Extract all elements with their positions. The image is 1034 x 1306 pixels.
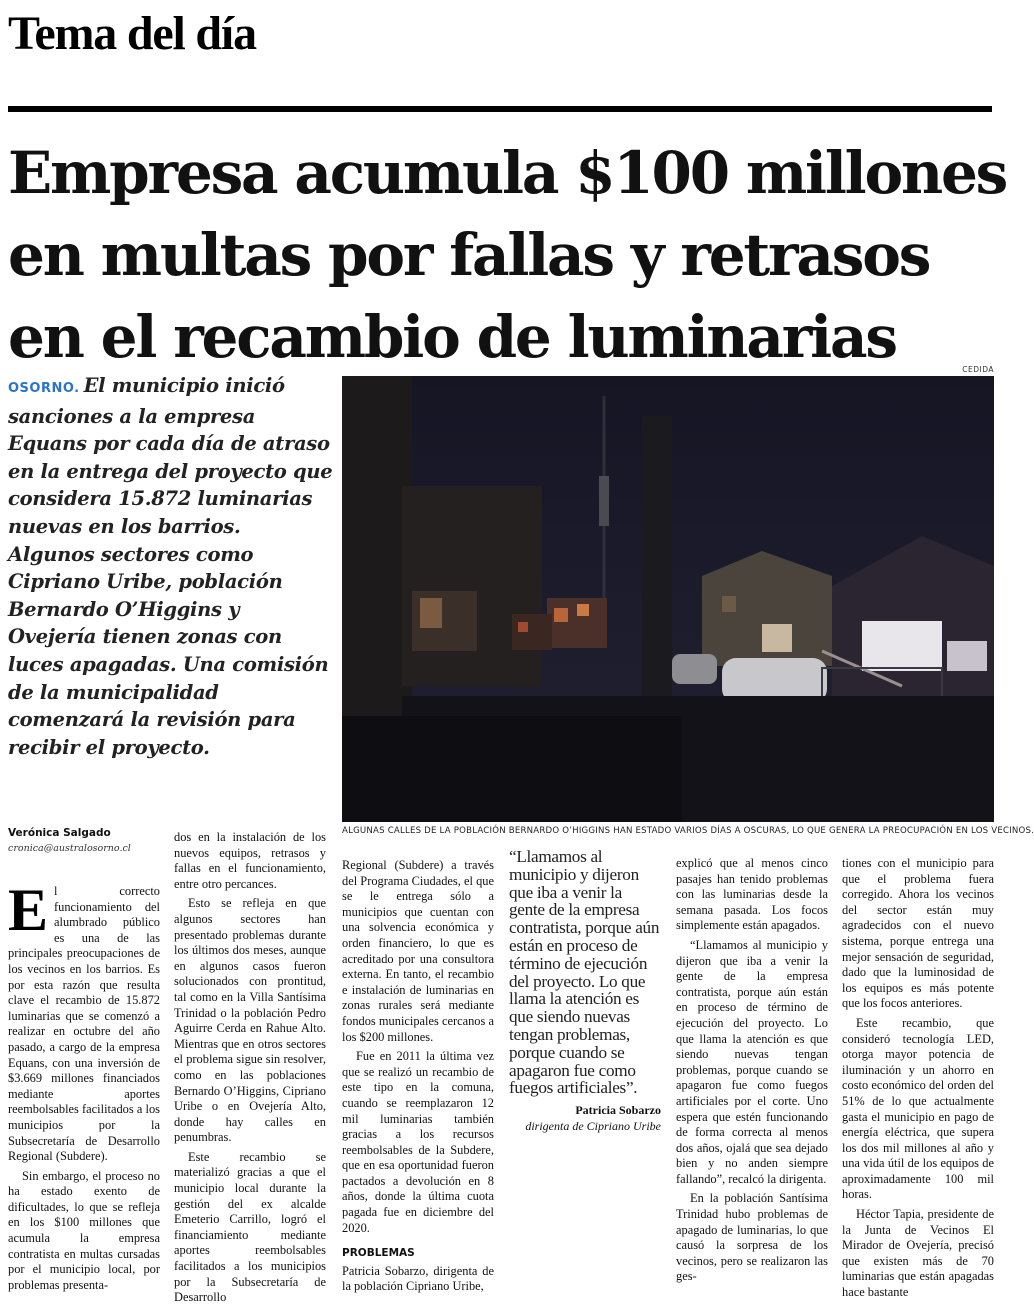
paragraph: explicó que al menos cinco pasajes han tenido problemas con las luminarias desde la semana pasada. Los focos simplemente están apagados. xyxy=(676,856,828,933)
pull-quote-attribution xyxy=(509,1102,661,1134)
dateline: OSORNO. xyxy=(8,381,80,396)
quote-author-name: Patricia Sobarzo xyxy=(575,1103,661,1117)
paragraph: Regional (Subdere) a través del Programa Ciudades, el que se le entrega sólo a municipios que cuentan con una solvencia económica y orden financiero, lo que es acreditado por una consultora externa. En tanto, el recambio e instalación de luminarias en zonas rurales será mediante fondos municipales cercanos a los $200 millones. xyxy=(342,858,494,1044)
headline-line: Empresa acumula $100 millones xyxy=(8,139,1007,207)
pull-quote: “Llamamos al municipio y dijeron que iba a venir la gente de la empresa contratista, porque aún están en proceso de término de ejecución del proyecto. Lo que llama la atención es que siendo nuevas tengan problemas, porque cuando se apagaron fue como fuegos artificiales”. xyxy=(509,847,660,1098)
night-street-illustration xyxy=(342,376,994,822)
paragraph: “Llamamos al municipio y dijeron que iba a venir la gente de la empresa contratista, porque aún están en proceso de término de ejecución del proyecto. Lo que llama la atención es que siendo nuevas tengan problemas, porque cuando se apagaron fue como fuegos artificiales por el corte. Uno espera que estén funcionando de forma correcta al menos dos años, ojalá que sea dejado bien y no anden siempre fallando”, recalcó la dirigenta. xyxy=(676,937,828,1186)
paragraph: En la población Santísima Trinidad hubo problemas de apagado de luminarias, lo que causó la sorpresa de los vecinos, pero se realizaron las ges- xyxy=(676,1191,828,1284)
street-night-photo xyxy=(342,376,994,822)
section-rule xyxy=(8,106,992,112)
section-title: Tema del día xyxy=(8,7,256,60)
article-column-3 xyxy=(342,858,494,1294)
article-column-5 xyxy=(842,856,994,1300)
paragraph: tiones con el municipio para que el problema fuera corregido. Ahora los vecinos del sector están muy agradecidos con el nuevo sistema, porque entrega una mejor sensación de seguridad, dado que la luminosidad de los equipos es más potente que los focos anteriores. xyxy=(842,856,994,1011)
paragraph: Héctor Tapia, presidente de la Junta de Vecinos El Mirador de Ovejería, precisó que existen más de 70 luminarias que están apagadas hace bastante xyxy=(842,1207,994,1300)
photo-caption: ALGUNAS CALLES DE LA POBLACIÓN BERNARDO O’HIGGINS HAN ESTADO VARIOS DÍAS A OSCURAS, LO QUE GENERA LA PREOCUPACIÓN EN LOS VECINOS. xyxy=(342,826,1034,836)
article-column-1 xyxy=(8,877,160,1292)
paragraph: Esto se refleja en que algunos sectores han presentado problemas durante los últimos dos meses, aunque en algunos casos fueron solucionados con prontitud, tal como en la Villa Santísima Trinidad o la población Pedro Aguirre Cerda en Rahue Alto. Mientras que en otros sectores el problema sigue sin resolver, como en las poblaciones Bernardo O’Higgins, Cipriano Uribe o en Ovejería Alto, donde hay calles en penumbras. xyxy=(174,896,326,1145)
paragraph: Este recambio se materializó gracias a que el municipio local durante la gestión del ex alcalde Emeterio Carrillo, logró el financiamiento mediante aportes reembolsables facilitados a los municipios por la Subsecretaría de Desarrollo xyxy=(174,1149,326,1305)
quote-author-role: dirigenta de Cipriano Uribe xyxy=(525,1119,661,1133)
lead-paragraph xyxy=(8,372,333,761)
paragraph: Fue en 2011 la última vez que se realizó un recambio de este tipo en la comuna, cuando se reemplazaron 12 mil luminarias también gracias a los recursos reembolsables de la Subdere, que en esa oportunidad fueron pactados a devolución en 8 años, donde la última cuota pagada fue en diciembre del 2020. xyxy=(342,1049,494,1235)
headline xyxy=(8,132,1007,378)
article-column-2 xyxy=(174,830,326,1305)
paragraph: dos en la instalación de los nuevos equipos, retrasos y fallas en el funcionamiento, entre otro percances. xyxy=(174,830,326,891)
paragraph: Patricia Sobarzo, dirigenta de la población Cipriano Uribe, xyxy=(342,1263,494,1294)
author-name: Verónica Salgado xyxy=(8,827,111,839)
article-column-4 xyxy=(676,856,828,1284)
photo-credit: CEDIDA xyxy=(962,365,994,374)
paragraph: l correcto funcionamiento del alumbrado público es una de las principales preocupaciones de los vecinos en los barrios. Es por esta razón que resulta clave el recambio de 15.872 luminarias que se comenzó a realizar en octubre del año pasado, a cargo de la empresa Equans, con una inversión de $3.669 millones financiados mediante aportes reembolsables facilitados a los municipios por la Subsecretaría de Desarrollo Regional (Subdere). xyxy=(8,884,160,1164)
lead-text: El municipio inició sanciones a la empresa Equans por cada día de atraso en la entrega del proyecto que considera 15.872 luminarias nuevas en los barrios. Algunos sectores como Cipriano Uribe, población Bernardo O’Higgins y Ovejería tienen zonas con luces apagadas. Una comisión de la municipalidad comenzará la revisión para recibir el proyecto. xyxy=(8,374,333,759)
headline-line: en multas por fallas y retrasos xyxy=(8,221,930,289)
paragraph: Este recambio, que consideró tecnología LED, otorga mayor potencia de iluminación y un ahorro en costo económico del orden del 51% de lo que actualmente gasta el municipio en pago de energía eléctrica, que supera los dos mil millones al año y una vida útil de los equipos de aproximadamente 100 mil horas. xyxy=(842,1015,994,1202)
headline-line: en el recambio de luminarias xyxy=(8,303,896,371)
paragraph: Sin embargo, el proceso no ha estado exento de dificultades, lo que se refleja en los $100 millones que acumula la empresa contratista en multas cursadas por el municipio local, por problemas presenta- xyxy=(8,1168,160,1292)
byline xyxy=(8,827,158,854)
subhead: PROBLEMAS xyxy=(342,1247,415,1260)
author-email: cronica@australosorno.cl xyxy=(8,843,131,854)
drop-cap: E xyxy=(8,877,49,943)
